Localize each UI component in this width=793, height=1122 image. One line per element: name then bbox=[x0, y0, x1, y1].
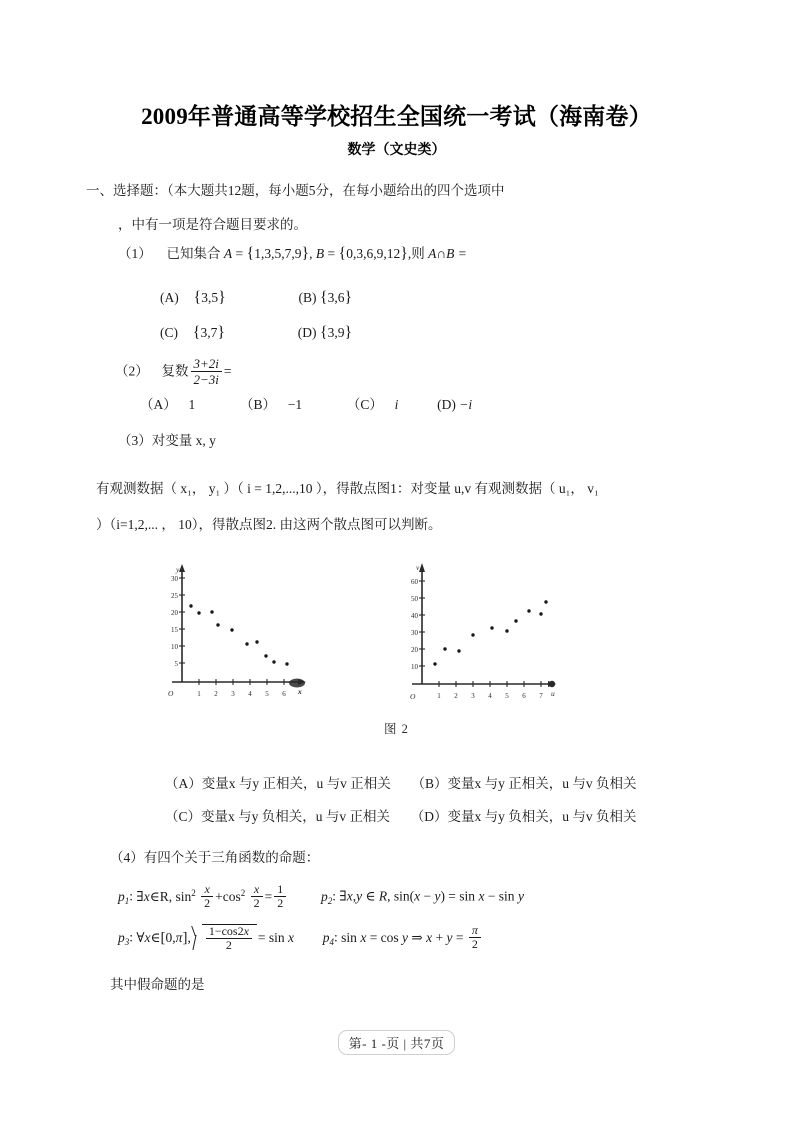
question-3-stem-text: 对变量 x, y bbox=[151, 433, 216, 448]
question-1-option-c-value: 3,7 bbox=[200, 325, 218, 340]
scatter-plot-1-x-axis-label bbox=[289, 679, 305, 697]
question-1-set-a-name: A bbox=[223, 246, 233, 261]
scatter-plot-1-origin-label: O bbox=[168, 689, 174, 698]
proposition-p3-label: $p_3$ bbox=[118, 929, 130, 947]
question-1-option-a-value: 3,5 bbox=[201, 290, 219, 305]
question-2-fraction bbox=[191, 356, 222, 387]
svg-text:3: 3 bbox=[471, 692, 475, 700]
svg-text:25: 25 bbox=[171, 592, 178, 600]
proposition-p1-label: $p_1$ bbox=[118, 888, 130, 906]
question-2-stem-prefix: 复数 bbox=[161, 363, 189, 379]
svg-text:30: 30 bbox=[171, 575, 178, 583]
question-2-option-b-label[interactable]: （B） bbox=[240, 397, 277, 412]
question-2-option-b-value: −1 bbox=[287, 397, 303, 412]
svg-text:30: 30 bbox=[411, 629, 418, 637]
svg-text:6: 6 bbox=[282, 690, 286, 698]
question-1-option-d-label[interactable]: (D) bbox=[297, 325, 317, 340]
question-1-intersection-expression: A∩B = bbox=[428, 246, 467, 261]
scatter-plot-2-points bbox=[433, 600, 547, 665]
question-4-stem bbox=[110, 849, 319, 866]
svg-text:1: 1 bbox=[197, 690, 201, 698]
question-1-option-a-label[interactable]: (A) bbox=[160, 290, 179, 305]
question-2-options-row bbox=[140, 396, 472, 413]
question-1-option-b-value: 3,6 bbox=[327, 290, 345, 305]
question-2-stem bbox=[115, 357, 232, 388]
svg-text:3: 3 bbox=[231, 690, 235, 698]
svg-text:5: 5 bbox=[174, 660, 178, 668]
svg-text:6: 6 bbox=[522, 692, 526, 700]
svg-text:2: 2 bbox=[454, 692, 458, 700]
proposition-p1-expression: ∃x∈R, $\sin^2$ $\frac{x}{2}$ $+\cos^2$ $\frac{x}{2}$ = $\frac{1}{2}$ bbox=[136, 889, 288, 904]
svg-text:2: 2 bbox=[214, 690, 218, 698]
svg-text:20: 20 bbox=[411, 646, 418, 654]
question-3-body-line-2: ）（i=1,2,... ， 10），得散点图2. 由这两个散点图可以判断。 bbox=[96, 517, 442, 532]
svg-text:15: 15 bbox=[171, 626, 178, 634]
question-1-set-b-name: B bbox=[315, 246, 325, 261]
question-1-option-d-value: 3,9 bbox=[327, 325, 345, 340]
page-footer bbox=[0, 1030, 793, 1055]
question-2-option-a-value: 1 bbox=[188, 397, 196, 412]
scatter-plot-2 bbox=[388, 548, 573, 713]
svg-text:5: 5 bbox=[265, 690, 269, 698]
svg-text:20: 20 bbox=[171, 609, 178, 617]
question-2-option-a-label[interactable]: （A） bbox=[140, 397, 177, 412]
question-3-option-d[interactable]: （D）变量x 与y 负相关，u 与v 负相关 bbox=[410, 809, 637, 824]
svg-text:u: u bbox=[551, 689, 555, 698]
scatter-plot-2-origin-label: O bbox=[410, 692, 416, 701]
figure-2-caption-text: 图 2 bbox=[384, 722, 409, 736]
scatter-plot-1-y-axis-label: y bbox=[176, 565, 180, 574]
page-title: 2009年普通高等学校招生全国统一考试（海南卷） bbox=[141, 104, 652, 129]
question-2-option-c-value: i bbox=[394, 397, 399, 412]
question-2-equals: = bbox=[223, 363, 232, 379]
question-2-denominator: 2−3i bbox=[193, 372, 219, 387]
question-1-set-a-values: 1,3,5,7,9 bbox=[254, 246, 302, 261]
svg-text:50: 50 bbox=[411, 595, 418, 603]
svg-text:60: 60 bbox=[411, 578, 418, 586]
proposition-p4-expression: sin x = cos y ⇒ x + y = $\frac{\pi}{2}$ bbox=[341, 930, 483, 945]
question-4-stem-text: 有四个关于三角函数的命题： bbox=[143, 850, 320, 865]
section-intro-line-2: ，中有一项是符合题目要求的。 bbox=[118, 217, 307, 232]
scatter-plot-2-y-axis-label: v bbox=[416, 563, 420, 572]
question-1-set-b-values: 0,3,6,9,12 bbox=[346, 246, 401, 261]
page-subtitle: 数学（文史类） bbox=[347, 143, 446, 158]
svg-text:1: 1 bbox=[437, 692, 441, 700]
svg-text:4: 4 bbox=[488, 692, 492, 700]
question-3-option-b[interactable]: （B）变量x 与y 正相关，u 与v 负相关 bbox=[411, 776, 637, 791]
question-2-numerator: 3+2i bbox=[191, 356, 222, 372]
figure-2-caption bbox=[0, 718, 793, 738]
question-3-body-line-1: 有观测数据（ x₁， y₁ ）（ i = 1,2,...,10 ），得散点图1：对变量 u,v 有观测数据（ u₁， v₁ bbox=[96, 481, 599, 496]
question-4-number: （4） bbox=[110, 850, 144, 865]
scatter-plot-1 bbox=[148, 556, 318, 711]
question-3-option-c[interactable]: （C）变量x 与y 负相关，u 与v 正相关 bbox=[165, 809, 391, 824]
question-1-number: （1） bbox=[118, 246, 152, 261]
svg-text:x: x bbox=[298, 687, 302, 696]
question-3-options-row-1 bbox=[165, 775, 637, 792]
proposition-p4-label: $p_4$ bbox=[322, 929, 335, 947]
svg-text:10: 10 bbox=[411, 663, 418, 671]
page-number-indicator: 第- 1 -页 | 共7页 bbox=[338, 1030, 456, 1055]
question-3-option-a[interactable]: （A）变量x 与y 正相关，u 与v 正相关 bbox=[165, 776, 391, 791]
svg-text:5: 5 bbox=[505, 692, 509, 700]
question-1-options-row-2: (C) {3,7} (D) {3,9} bbox=[160, 324, 353, 341]
svg-text:4: 4 bbox=[248, 690, 252, 698]
svg-text:10: 10 bbox=[171, 643, 178, 651]
proposition-p3-expression: ∀x∈[0,π], $\frac{1-\cos 2x}{2}$ = sin x bbox=[136, 924, 295, 952]
scatter-plot-1-points bbox=[189, 604, 288, 665]
svg-text:40: 40 bbox=[411, 612, 418, 620]
svg-text:7: 7 bbox=[539, 692, 543, 700]
question-3-options-row-2 bbox=[165, 808, 637, 825]
question-2-option-d-label[interactable]: (D) bbox=[437, 397, 456, 412]
question-2-option-c-label[interactable]: （C） bbox=[346, 397, 383, 412]
question-4-tail-text: 其中假命题的是 bbox=[110, 977, 205, 992]
question-1-option-c-label[interactable]: (C) bbox=[160, 325, 178, 340]
question-1-stem-suffix: 则 bbox=[411, 246, 425, 261]
question-4-propositions-row-2: $p_3$: ∀x∈[0,π], $\frac{1-\cos 2x}{2}$ = sin x $p_4$: sin x = cos y ⇒ x + y = $\frac{\pi}{2}$ bbox=[118, 924, 483, 953]
section-intro-line-1: 一、选择题：（本大题共12题，每小题5分，在每小题给出的四个选项中 bbox=[86, 183, 505, 198]
proposition-p2-label: $p_2$ bbox=[320, 888, 333, 906]
question-1-options-row-1: (A) {3,5} (B) {3,6} bbox=[160, 289, 353, 306]
question-3-number: （3） bbox=[118, 433, 152, 448]
question-1-option-b-label[interactable]: (B) bbox=[298, 290, 317, 305]
proposition-p2-expression: ∃x,y ∈ R, sin(x − y) = sin x − sin y bbox=[339, 888, 524, 904]
question-1-stem: （1） 已知集合 A = {1,3,5,7,9}, B = {0,3,6,9,12},则 A∩B = bbox=[118, 245, 467, 262]
question-3-stem bbox=[118, 432, 216, 449]
question-1-stem-prefix: 已知集合 bbox=[166, 246, 221, 261]
question-2-option-d-value: −i bbox=[459, 397, 473, 412]
scatter-plot-2-x-axis-label bbox=[549, 681, 555, 698]
question-2-number: （2） bbox=[115, 363, 149, 379]
question-4-propositions-row-1: $p_1$: ∃x∈R, $\sin^2$ $\frac{x}{2}$ $+\cos^2$ $\frac{x}{2}$ = $\frac{1}{2}$ $p_2$: ∃x,y ∈ R, sin(x − y) = sin x − sin y bbox=[118, 882, 524, 910]
